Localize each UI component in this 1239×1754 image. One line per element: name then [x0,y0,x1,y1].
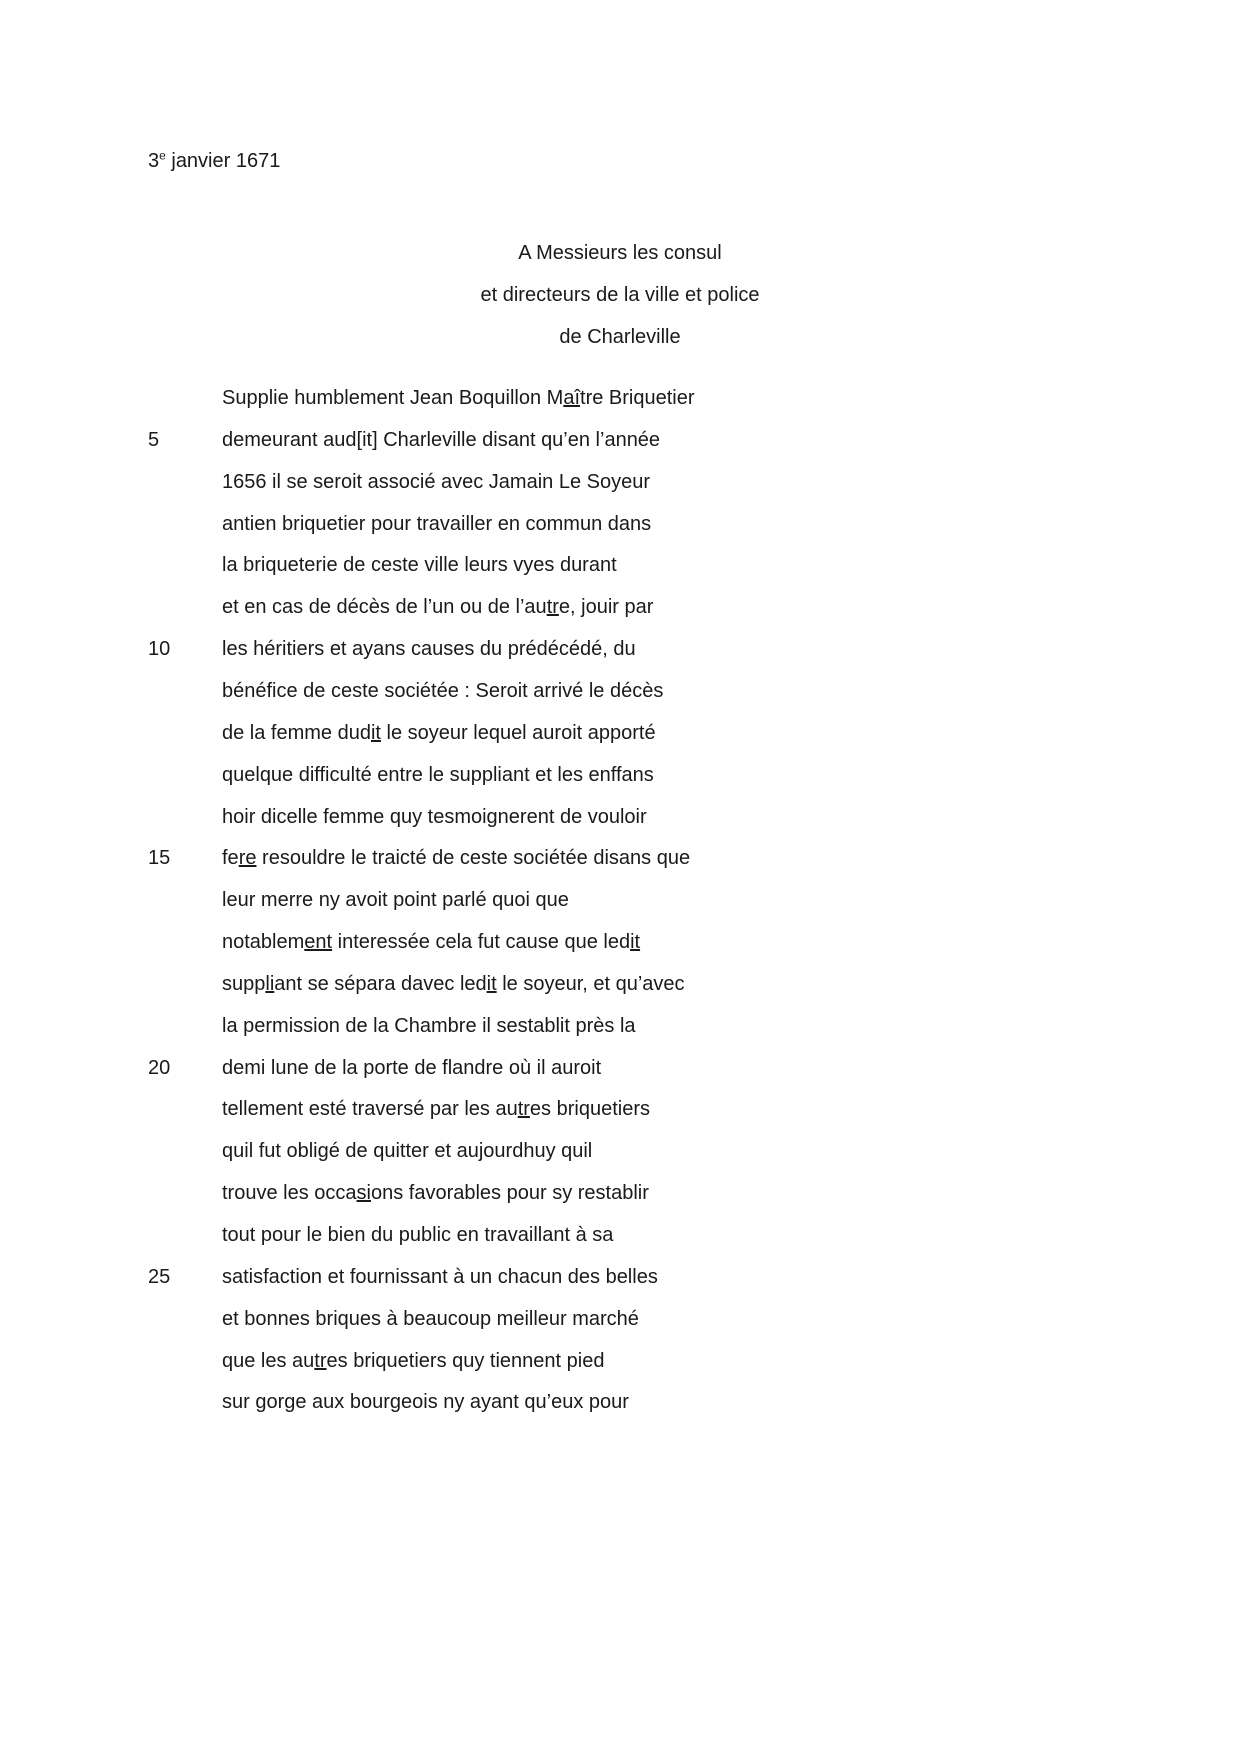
text-line [0,1012,1239,1040]
text-segment: antien briquetier pour travailler en commun dans [222,513,652,535]
line-text [222,1388,629,1416]
line-text [222,1137,592,1165]
text-segment: tellement esté traversé par les au [222,1098,518,1120]
underlined-abbreviation: it [370,722,381,744]
line-number: 10 [148,638,171,660]
line-text [222,677,663,705]
underlined-abbreviation: aî [563,387,581,409]
text-segment: ons favorables pour sy restablir [370,1182,649,1204]
text-segment: supp [222,973,266,995]
text-line [0,928,1239,956]
underlined-abbreviation: li [265,973,275,995]
date-superscript: e [159,148,166,163]
line-text [222,1305,639,1333]
line-number: 20 [148,1057,171,1079]
line-text [222,551,617,579]
underlined-abbreviation: re [238,847,257,869]
text-segment: satisfaction et fournissant à un chacun des belles [222,1266,658,1288]
text-line [0,1221,1239,1249]
text-segment: Supplie humblement Jean Boquillon M [222,387,564,409]
text-segment: quil fut obligé de quitter et aujourdhuy quil [222,1140,593,1162]
text-line [0,844,1239,872]
text-segment: bénéfice de ceste sociétée : Seroit arrivé le décès [222,680,664,702]
text-line [0,1179,1239,1207]
text-line [0,1347,1239,1375]
text-line [0,803,1239,831]
line-text [222,719,656,747]
line-text [222,844,690,872]
text-segment: de la femme dud [222,722,371,744]
underlined-abbreviation: it [630,931,641,953]
text-line [0,551,1239,579]
line-text [222,1179,649,1207]
line-text [222,635,636,663]
line-number: 15 [148,847,171,869]
text-line [0,593,1239,621]
text-segment: ant se sépara davec led [274,973,487,995]
text-line [0,970,1239,998]
line-number: 5 [148,429,160,451]
text-segment: trouve les occa [222,1182,357,1204]
text-segment: la briqueterie de ceste ville leurs vyes durant [222,554,617,576]
text-line [0,426,1239,454]
text-segment: sur gorge aux bourgeois ny ayant qu’eux pour [222,1391,629,1413]
line-text [222,1347,604,1375]
text-segment: tout pour le bien du public en travaillant à sa [222,1224,614,1246]
text-segment: hoir dicelle femme quy tesmoignerent de vouloir [222,806,647,828]
text-segment: es briquetiers [529,1098,650,1120]
text-segment: quelque difficulté entre le suppliant et les enffans [222,764,654,786]
text-segment: le soyeur lequel auroit apporté [380,722,656,744]
text-segment: la permission de la Chambre il sestablit près la [222,1015,636,1037]
address-line: de Charleville [559,326,681,348]
text-segment: et en cas de décès de l’un ou de l’au [222,596,547,618]
text-line [0,1054,1239,1082]
underlined-abbreviation: tr [314,1350,327,1372]
text-line [0,886,1239,914]
underlined-abbreviation: tr [546,596,559,618]
line-text [222,384,695,412]
text-line [0,1095,1239,1123]
text-segment: es briquetiers quy tiennent pied [326,1350,605,1372]
text-segment: demi lune de la porte de flandre où il auroit [222,1057,602,1079]
text-line [0,1305,1239,1333]
text-line [0,1388,1239,1416]
text-line [0,1137,1239,1165]
text-segment: resouldre le traicté de ceste sociétée disans que [256,847,691,869]
text-segment: interessée cela fut cause que led [332,931,631,953]
line-text [222,426,660,454]
text-segment: fe [222,847,239,869]
text-segment: notablem [222,931,305,953]
text-segment: demeurant aud[it] Charleville disant qu’en l’année [222,429,661,451]
line-number: 25 [148,1266,171,1288]
text-line [0,677,1239,705]
line-text [222,970,685,998]
underlined-abbreviation: ent [304,931,333,953]
line-text [222,1012,636,1040]
text-segment: 1656 il se seroit associé avec Jamain Le Soyeur [222,471,651,493]
underlined-abbreviation: it [486,973,497,995]
text-segment: e, jouir par [558,596,654,618]
address-line: A Messieurs les consul [518,242,722,264]
text-line [0,510,1239,538]
text-line [0,384,1239,412]
text-segment: les héritiers et ayans causes du prédécédé, du [222,638,636,660]
date-rest: janvier 1671 [165,150,281,172]
line-text [222,1095,650,1123]
line-text [222,468,650,496]
underlined-abbreviation: si [356,1182,371,1204]
line-text [222,928,640,956]
line-text [222,1054,601,1082]
text-line [0,719,1239,747]
line-text [222,1263,658,1291]
document-date [148,148,280,174]
text-line [0,468,1239,496]
line-text [222,593,653,621]
text-segment: tre Briquetier [580,387,695,409]
text-line [0,635,1239,663]
line-text [222,510,651,538]
line-text [222,886,569,914]
underlined-abbreviation: tr [517,1098,530,1120]
text-segment: que les au [222,1350,315,1372]
text-line [0,761,1239,789]
text-segment: leur merre ny avoit point parlé quoi que [222,889,569,911]
address-line: et directeurs de la ville et police [480,284,760,306]
text-segment: le soyeur, et qu’avec [496,973,685,995]
text-line [0,1263,1239,1291]
date-day: 3 [148,150,160,172]
line-text [222,1221,613,1249]
text-segment: et bonnes briques à beaucoup meilleur marché [222,1308,639,1330]
line-text [222,803,647,831]
line-text [222,761,654,789]
